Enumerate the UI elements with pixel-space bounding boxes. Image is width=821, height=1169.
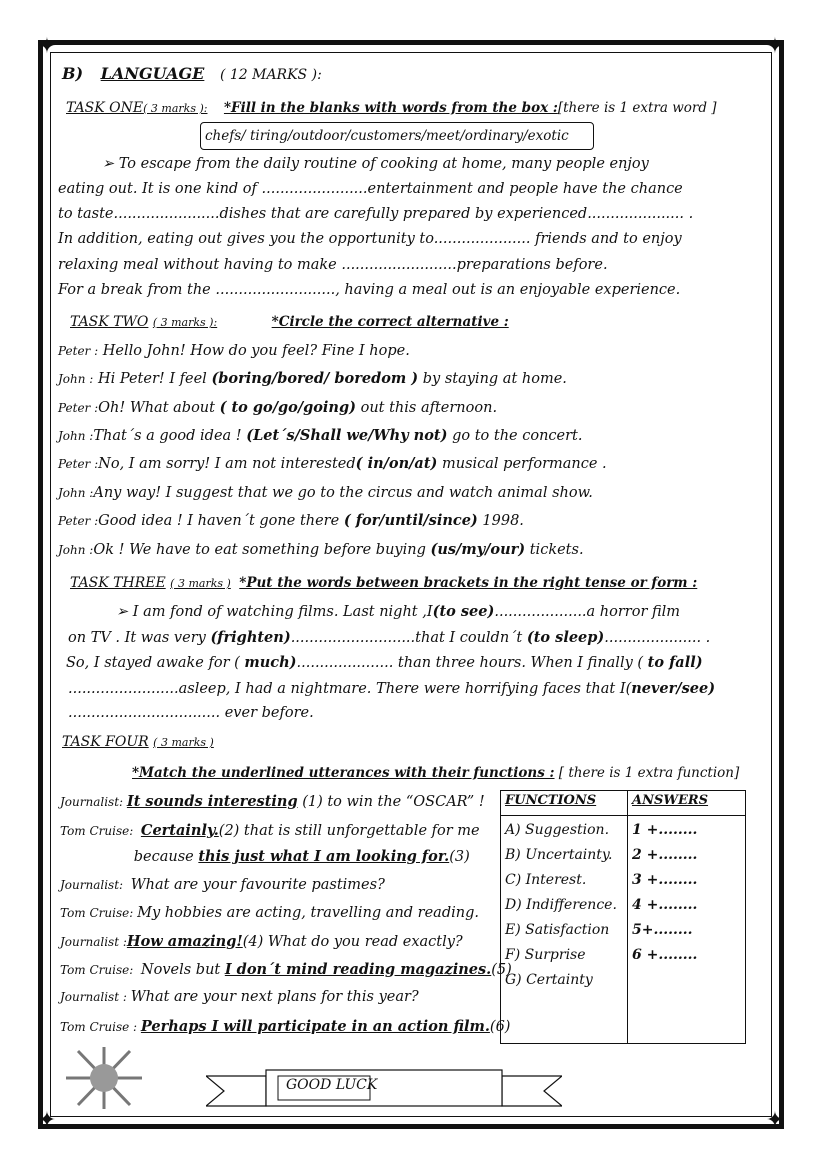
speaker-label: Peter : <box>58 401 99 415</box>
interview-line <box>60 905 479 921</box>
section-header <box>62 64 322 83</box>
task3-text-segment: on TV . It was very <box>68 630 211 646</box>
interview-line <box>60 848 470 865</box>
task3-text-segment: ➢ I am fond of watching films. Last night ,I <box>116 604 433 620</box>
corner-ornament-icon: ✦ <box>765 34 785 59</box>
alternative-choices[interactable]: (us/my/our) <box>430 541 526 558</box>
interview-line <box>60 822 480 839</box>
speaker-label: Journalist : <box>60 935 127 949</box>
answers-header: ANSWERS <box>628 791 746 816</box>
bracket-verb: to fall) <box>647 654 703 671</box>
dialog-text: That´s a good idea ! <box>93 428 247 444</box>
dialog-text: No, I am sorry! I am not interested <box>98 456 356 472</box>
answer-slot[interactable]: 2 +........ <box>632 847 698 863</box>
task4-instruction: *Match the underlined utterances with their functions : <box>132 765 555 781</box>
interview-text: My hobbies are acting, travelling and reading. <box>137 905 479 921</box>
answer-slot[interactable]: 5+........ <box>632 922 693 938</box>
task4-instruction-line <box>132 765 739 781</box>
section-marks: ( 12 MARKS ): <box>219 67 322 83</box>
speaker-label: John : <box>58 372 94 386</box>
dialog-line <box>58 427 582 444</box>
task1-title: TASK ONE <box>66 100 144 116</box>
task4-header <box>62 734 214 750</box>
alternative-choices[interactable]: ( in/on/at) <box>355 455 438 472</box>
function-item: G) Certainty <box>505 972 593 988</box>
dialog-line <box>58 370 567 387</box>
task3-line <box>68 629 710 646</box>
alternative-choices[interactable]: (Let´s/Shall we/Why not) <box>246 427 448 444</box>
dialog-text: Any way! I suggest that we go to the circus and watch animal show. <box>93 485 593 501</box>
section-title: LANGUAGE <box>100 64 205 83</box>
task3-instruction: *Put the words between brackets in the right tense or form : <box>239 575 698 591</box>
answer-slot[interactable]: 6 +........ <box>632 947 698 963</box>
dialog-line <box>58 541 584 558</box>
task4-note: [ there is 1 extra function] <box>554 765 740 781</box>
dialog-text: tickets. <box>525 542 584 558</box>
speaker-label: Tom Cruise: <box>60 963 141 977</box>
function-item: A) Suggestion. <box>505 822 610 838</box>
dialog-text: Oh! What about <box>98 400 220 416</box>
answer-slot[interactable]: 4 +........ <box>632 897 698 913</box>
dialog-text: Good idea ! I haven´t gone there <box>98 513 344 529</box>
speaker-label: Tom Cruise : <box>60 1020 141 1034</box>
interview-text: What are your next plans for this year? <box>130 989 419 1005</box>
task2-header <box>70 314 509 330</box>
interview-line <box>60 1018 510 1035</box>
interview-line <box>60 989 419 1005</box>
speaker-label: Peter : <box>58 344 99 358</box>
speaker-label: John : <box>58 429 94 443</box>
speaker-label: Peter : <box>58 457 99 471</box>
interview-line <box>60 793 485 810</box>
speaker-label: Journalist: <box>60 878 131 892</box>
function-item: D) Indifference. <box>505 897 617 913</box>
answer-slot[interactable]: 3 +........ <box>632 872 698 888</box>
interview-line <box>60 933 463 950</box>
speaker-label: Tom Cruise: <box>60 906 138 920</box>
dialog-text: 1998. <box>477 513 524 529</box>
task3-text-segment: So, I stayed awake for ( <box>66 655 245 671</box>
interview-text: (2) that is still unforgettable for me <box>218 823 480 839</box>
section-label: B) <box>62 64 84 83</box>
interview-text: (1) to win the “OSCAR” ! <box>297 794 485 810</box>
bracket-verb: never/see) <box>631 680 716 697</box>
task1-marks: ( 3 marks ): <box>143 102 208 115</box>
function-item: B) Uncertainty. <box>505 847 613 863</box>
task3-title: TASK THREE <box>70 575 166 591</box>
task1-line: For a break from the .........................., having a meal out is an enjoyable experience. <box>58 282 681 298</box>
dialog-line <box>58 484 593 501</box>
speaker-label: John : <box>58 543 94 557</box>
alternative-choices[interactable]: ( for/until/since) <box>343 512 478 529</box>
answers-list <box>628 816 746 1044</box>
task3-marks: ( 3 marks ) <box>170 577 231 590</box>
function-item: F) Surprise <box>505 947 586 963</box>
good-luck-banner <box>206 1068 562 1112</box>
interview-text: What are your favourite pastimes? <box>130 877 385 893</box>
bracket-verb: (to sleep) <box>526 629 605 646</box>
underlined-utterance: this just what I am looking for. <box>198 848 450 865</box>
interview-text: Novels but <box>140 962 225 978</box>
task3-text-segment: ........................asleep, I had a nightmare. There were horrifying faces that I( <box>68 681 632 697</box>
bracket-verb: much) <box>244 654 297 671</box>
corner-ornament-icon: ✦ <box>37 1108 57 1133</box>
alternative-choices[interactable]: (boring/bored/ boredom ) <box>211 370 419 387</box>
bracket-verb: (frighten) <box>210 629 291 646</box>
task3-text-segment: ..................... than three hours. When I finally ( <box>296 655 648 671</box>
underlined-utterance: I don´t mind reading magazines. <box>224 961 492 978</box>
function-item: C) Interest. <box>505 872 587 888</box>
task2-marks: ( 3 marks ): <box>152 316 218 329</box>
task3-line <box>116 603 680 620</box>
speaker-label: John : <box>58 486 94 500</box>
task1-line: eating out. It is one kind of .......................entertainment and people have the chance <box>58 181 683 197</box>
speaker-label: Peter : <box>58 514 99 528</box>
alternative-choices[interactable]: ( to go/go/going) <box>219 399 356 416</box>
task1-line: In addition, eating out gives you the opportunity to..................... friends and to enjoy <box>58 231 682 247</box>
interview-line <box>60 877 385 893</box>
task3-text-segment: ....................a horror film <box>494 604 681 620</box>
dialog-text: go to the concert. <box>447 428 583 444</box>
task2-title: TASK TWO <box>70 314 149 330</box>
underlined-utterance: Perhaps I will participate in an action film. <box>140 1018 490 1035</box>
task3-text-segment: ................................. ever before. <box>68 705 314 721</box>
corner-ornament-icon: ✦ <box>37 34 57 59</box>
answer-slot[interactable]: 1 +........ <box>632 822 698 838</box>
dialog-text: Hello John! How do you feel? Fine I hope. <box>98 343 410 359</box>
task3-text-segment: ..................... . <box>604 630 711 646</box>
task1-line: relaxing meal without having to make .........................preparations before. <box>58 257 608 273</box>
good-luck-text: GOOD LUCK <box>286 1077 378 1093</box>
word-box: chefs/ tiring/outdoor/customers/meet/ordinary/exotic <box>200 122 594 150</box>
interview-text: (4) What do you read exactly? <box>242 934 463 950</box>
task2-instruction: *Circle the correct alternative : <box>271 314 509 330</box>
interview-line <box>60 961 512 978</box>
bracket-verb: (to see) <box>432 603 495 620</box>
task1-header <box>66 100 717 116</box>
interview-text: because <box>60 849 199 865</box>
functions-header: FUNCTIONS <box>501 791 628 816</box>
task3-header <box>70 575 697 591</box>
dialog-line <box>58 512 524 529</box>
speaker-label: Journalist : <box>60 990 131 1004</box>
dialog-line <box>58 342 410 359</box>
task1-line: to taste.......................dishes that are carefully prepared by experienced..................... . <box>58 206 694 222</box>
task3-line <box>68 705 314 721</box>
interview-text: (6) <box>489 1019 511 1035</box>
dialog-text: by staying at home. <box>418 371 567 387</box>
functions-table <box>500 790 746 1044</box>
speaker-label: Tom Cruise: <box>60 824 141 838</box>
dialog-text: Ok ! We have to eat something before buying <box>93 542 431 558</box>
task1-note: [there is 1 extra word ] <box>557 100 717 116</box>
interview-text: (5) <box>491 962 512 978</box>
snowflake-ornament-icon <box>56 1043 152 1113</box>
dialog-text: musical performance . <box>437 456 607 472</box>
dialog-line <box>58 455 607 472</box>
underlined-utterance: How amazing! <box>126 933 243 950</box>
task3-text-segment: ...........................that I couldn´t <box>290 630 527 646</box>
task3-line <box>68 680 715 697</box>
task3-line <box>66 654 703 671</box>
corner-ornament-icon: ✦ <box>765 1108 785 1133</box>
interview-text: (3) <box>449 849 470 865</box>
dialog-text: out this afternoon. <box>355 400 498 416</box>
task4-title: TASK FOUR <box>62 734 149 750</box>
functions-list <box>501 816 628 1044</box>
dialog-line <box>58 399 497 416</box>
task1-line: ➢ To escape from the daily routine of cooking at home, many people enjoy <box>102 156 649 172</box>
task1-instruction: *Fill in the blanks with words from the box : <box>223 100 558 116</box>
underlined-utterance: It sounds interesting <box>126 793 298 810</box>
dialog-text: Hi Peter! I feel <box>93 371 212 387</box>
function-item: E) Satisfaction <box>505 922 610 938</box>
underlined-utterance: Certainly. <box>140 822 219 839</box>
speaker-label: Journalist: <box>60 795 127 809</box>
task4-marks: ( 3 marks ) <box>153 736 214 749</box>
